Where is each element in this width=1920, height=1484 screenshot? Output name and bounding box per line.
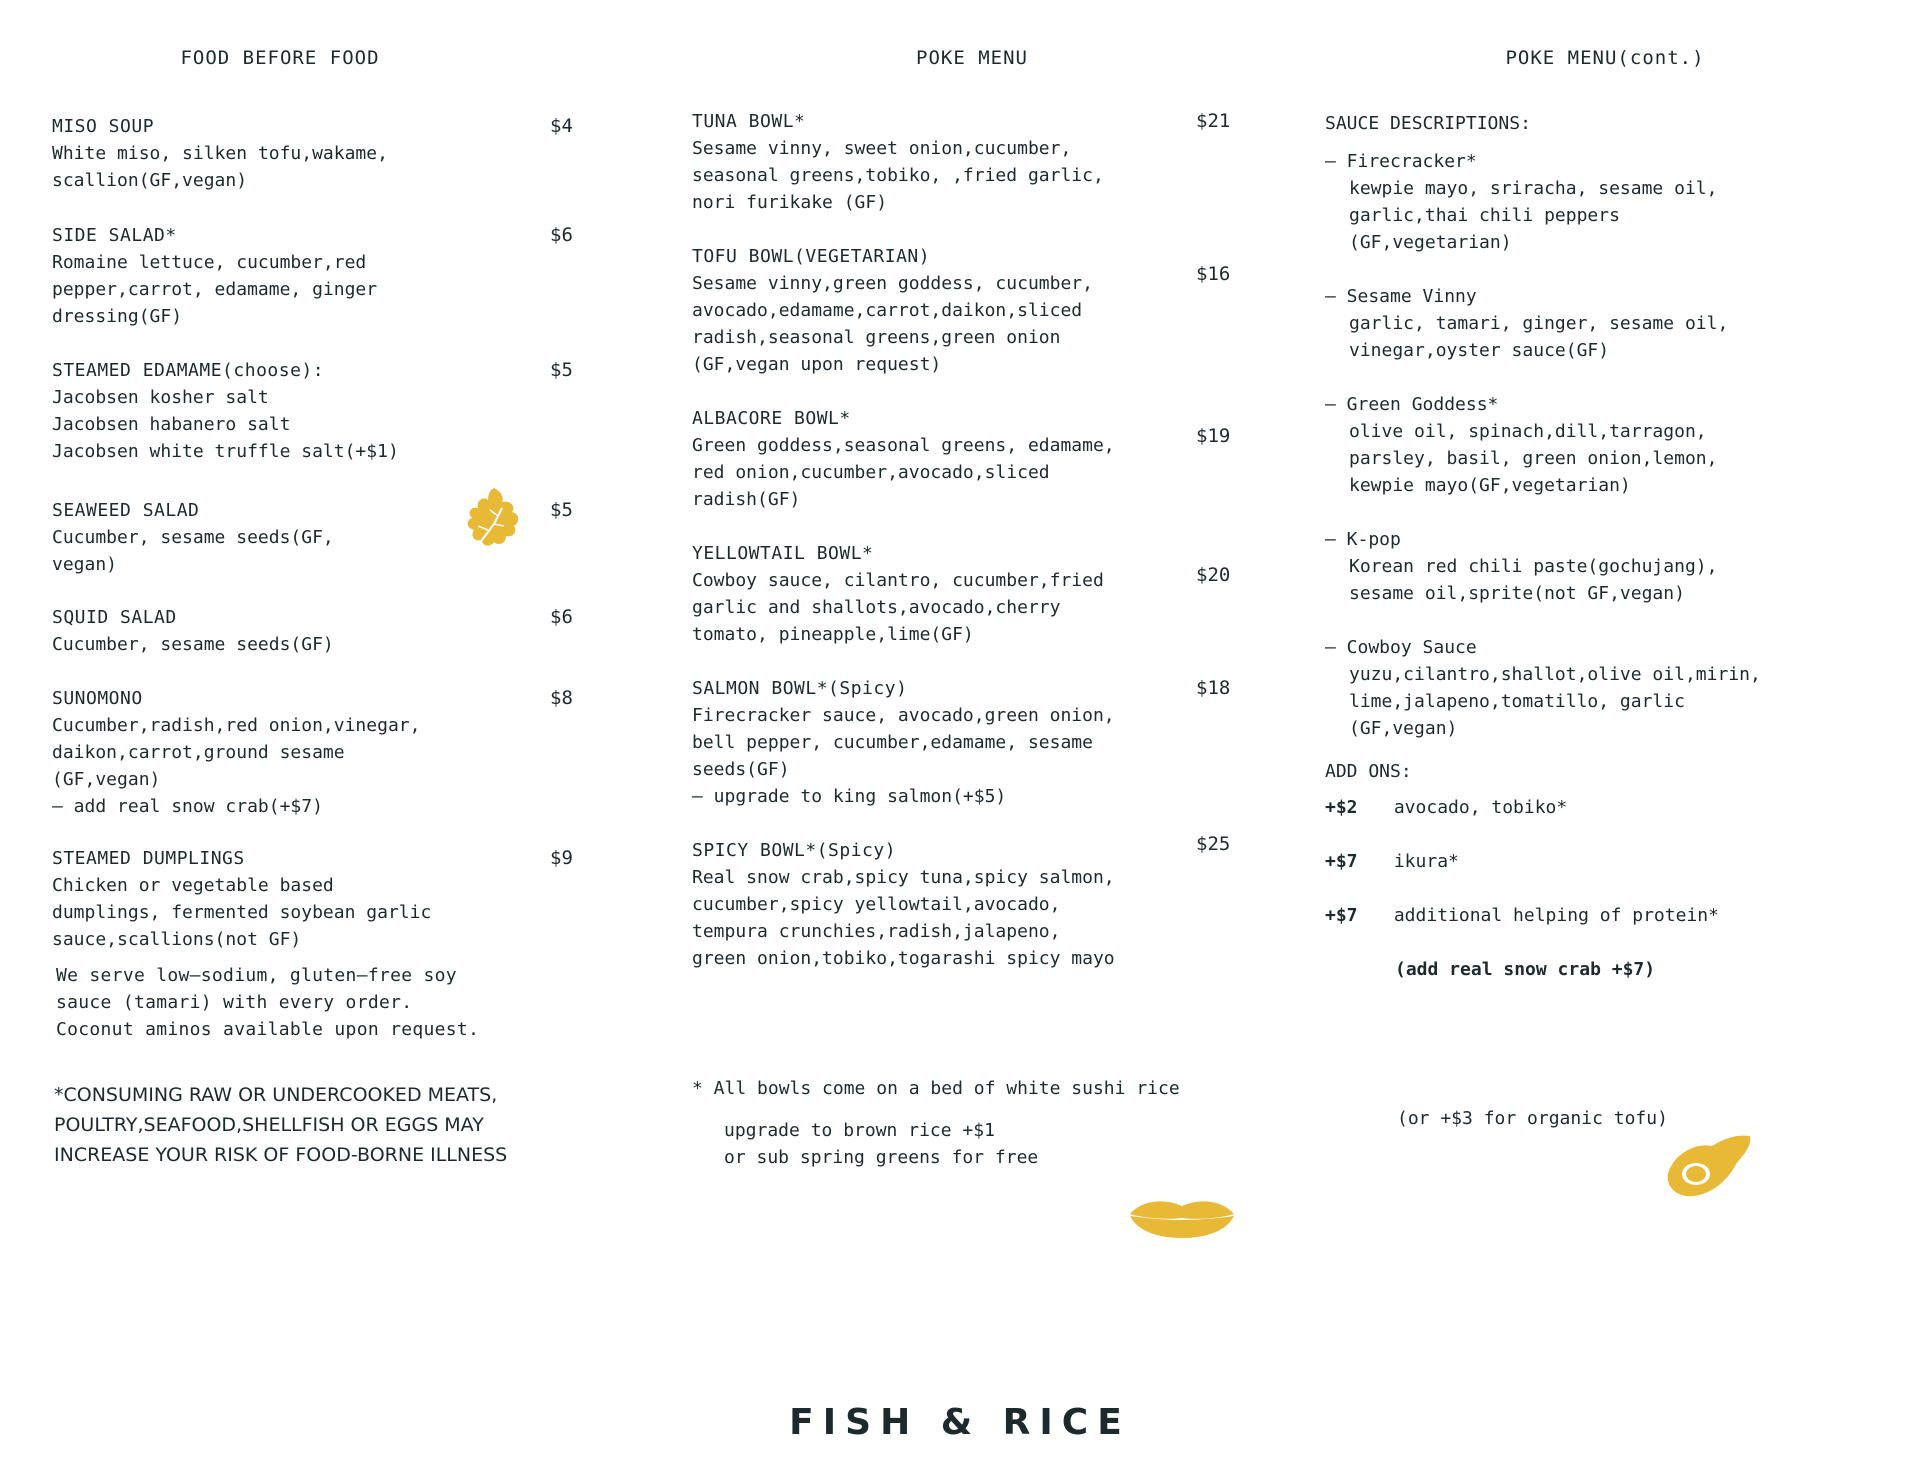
item-name: TUNA BOWL* (692, 111, 806, 132)
item-price: $19 (1196, 425, 1231, 447)
item-description: Cowboy sauce, cilantro, cucumber,fried garlic and shallots,avocado,cherry tomato, pineapple,lime(GF) (692, 570, 1104, 645)
sauce-item (1325, 526, 1885, 607)
item-price: $6 (550, 224, 573, 246)
organic-tofu-note: (or +$3 for organic tofu) (1397, 1108, 1668, 1129)
sauce-description: garlic, tamari, ginger, sesame oil, vinegar,oyster sauce(GF) (1349, 313, 1729, 361)
menu-item (52, 604, 582, 658)
item-price: $5 (550, 359, 573, 381)
item-name: STEAMED EDAMAME(choose): (52, 360, 325, 381)
item-description: Cucumber,radish,red onion,vinegar, daikon,carrot,ground sesame (GF,vegan) (52, 715, 421, 790)
menu-item (692, 675, 1252, 810)
item-description: Sesame vinny, sweet onion,cucumber, seasonal greens,tobiko, ,fried garlic, nori furikake (GF) (692, 138, 1104, 213)
sauce-item (1325, 283, 1885, 364)
addon-price: +$7 (1325, 905, 1358, 926)
item-name: SEAWEED SALAD (52, 500, 200, 521)
item-name: ALBACORE BOWL* (692, 408, 851, 429)
item-description: Sesame vinny,green goddess, cucumber, avocado,edamame,carrot,daikon,sliced radish,seasonal greens,green onion (GF,vegan upon request) (692, 273, 1093, 375)
item-note: – add real snow crab(+$7) (52, 796, 323, 817)
sauce-name: – Cowboy Sauce (1325, 637, 1477, 658)
rice-upgrade-note: upgrade to brown rice +$1 or sub spring greens for free (724, 1120, 1039, 1168)
item-name: SIDE SALAD* (52, 225, 177, 246)
tamari-note: We serve low–sodium, gluten–free soy sauce (tamari) with every order. Coconut aminos available upon request. (56, 965, 480, 1040)
addon-item (1325, 848, 1459, 875)
addon-label: ikura* (1393, 851, 1459, 872)
item-price: $16 (1196, 263, 1231, 285)
column-heading: FOOD BEFORE FOOD (180, 47, 380, 69)
sauce-name: – K-pop (1325, 529, 1401, 550)
item-name: SUNOMONO (52, 688, 143, 709)
sauce-name: – Green Goddess* (1325, 394, 1499, 415)
item-description: Green goddess,seasonal greens, edamame, red onion,cucumber,avocado,sliced radish(GF) (692, 435, 1115, 510)
sauce-description: kewpie mayo, sriracha, sesame oil, garlic,thai chili peppers (GF,vegetarian) (1349, 178, 1718, 253)
item-name: SPICY BOWL*(Spicy) (692, 840, 897, 861)
sauce-descriptions-heading: SAUCE DESCRIPTIONS: (1325, 113, 1531, 134)
menu-item (692, 108, 1252, 216)
item-description: Cucumber, sesame seeds(GF) (52, 634, 334, 655)
sauce-item (1325, 148, 1885, 256)
addons-heading: ADD ONS: (1325, 761, 1412, 782)
menu-item (692, 243, 1252, 378)
lips-icon (1128, 1196, 1236, 1240)
snow-crab-note: (add real snow crab +$7) (1395, 959, 1656, 980)
item-name: YELLOWTAIL BOWL* (692, 543, 874, 564)
menu-item (692, 540, 1252, 648)
addon-label: avocado, tobiko* (1393, 797, 1568, 818)
item-price: $21 (1196, 110, 1231, 132)
item-price: $4 (550, 115, 573, 137)
menu-item (52, 845, 582, 953)
column-heading: POKE MENU (916, 47, 1028, 69)
sauce-description: olive oil, spinach,dill,tarragon, parsley, basil, green onion,lemon, kewpie mayo(GF,vegetarian) (1349, 421, 1718, 496)
item-name: SALMON BOWL*(Spicy) (692, 678, 908, 699)
avocado-icon (1664, 1132, 1754, 1200)
item-price: $5 (550, 499, 573, 521)
item-price: $25 (1196, 833, 1231, 855)
sauce-description: yuzu,cilantro,shallot,olive oil,mirin, lime,jalapeno,tomatillo, garlic (GF,vegan) (1349, 664, 1761, 739)
addon-price: +$2 (1325, 797, 1358, 818)
rice-note: * All bowls come on a bed of white sushi rice (692, 1078, 1180, 1099)
item-name: MISO SOUP (52, 116, 155, 137)
addon-item (1325, 794, 1567, 821)
sauce-description: Korean red chili paste(gochujang), sesame oil,sprite(not GF,vegan) (1349, 556, 1718, 604)
item-price: $18 (1196, 677, 1231, 699)
item-price: $9 (550, 847, 573, 869)
item-description: Chicken or vegetable based dumplings, fermented soybean garlic sauce,scallions(not GF) (52, 875, 432, 950)
sauce-item (1325, 634, 1885, 742)
item-description: Romaine lettuce, cucumber,red pepper,carrot, edamame, ginger dressing(GF) (52, 252, 378, 327)
sauce-name: – Firecracker* (1325, 151, 1477, 172)
menu-item (52, 685, 582, 820)
item-name: TOFU BOWL(VEGETARIAN) (692, 246, 931, 267)
item-description: Real snow crab,spicy tuna,spicy salmon, cucumber,spicy yellowtail,avocado, tempura crunchies,radish,jalapeno, green onion,tobiko,togarashi spicy mayo (692, 867, 1115, 969)
item-name: SQUID SALAD (52, 607, 177, 628)
item-name: STEAMED DUMPLINGS (52, 848, 245, 869)
brand-logo: FISH & RICE (789, 1402, 1131, 1443)
menu-item (692, 405, 1252, 513)
addon-label: additional helping of protein* (1393, 905, 1719, 926)
addon-price: +$7 (1325, 851, 1358, 872)
menu-item (692, 833, 1252, 972)
leaf-icon (458, 484, 524, 556)
food-safety-warning: *CONSUMING RAW OR UNDERCOOKED MEATS, POULTRY,SEAFOOD,SHELLFISH OR EGGS MAY INCREASE YOUR RISK OF FOOD-BORNE ILLNESS (54, 1084, 508, 1166)
menu-item (52, 357, 582, 465)
menu-item (52, 222, 582, 330)
item-price: $6 (550, 606, 573, 628)
item-price: $20 (1196, 564, 1231, 586)
item-note: – upgrade to king salmon(+$5) (692, 786, 1007, 807)
addon-item (1325, 902, 1719, 929)
sauce-item (1325, 391, 1885, 499)
item-description: Jacobsen kosher salt Jacobsen habanero salt Jacobsen white truffle salt(+$1) (52, 387, 399, 462)
sauce-name: – Sesame Vinny (1325, 286, 1477, 307)
item-price: $8 (550, 687, 573, 709)
column-heading: POKE MENU(cont.) (1505, 47, 1705, 69)
item-description: Firecracker sauce, avocado,green onion, bell pepper, cucumber,edamame, sesame seeds(GF) (692, 705, 1115, 780)
menu-item (52, 113, 582, 194)
item-description: White miso, silken tofu,wakame, scallion(GF,vegan) (52, 143, 388, 191)
item-description: Cucumber, sesame seeds(GF, vegan) (52, 527, 334, 575)
